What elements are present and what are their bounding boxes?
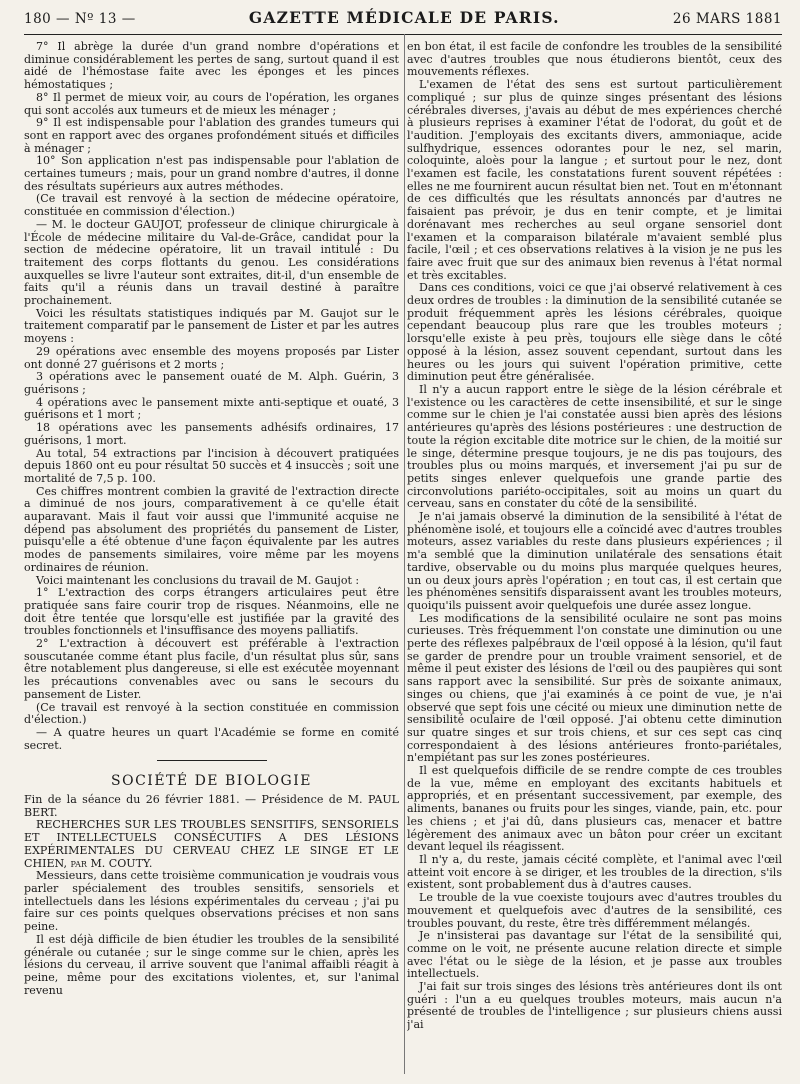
paragraph: 2° L'extraction à découvert est préférable à l'extraction souscutanée comme étant plus facile, d'un résultat plus sûr, sans être notablement plus dangereuse, si elle est exécutée moyennant les précautions convenables avec ou sans le secours du pansement de Lister. bbox=[24, 637, 399, 701]
section-title: SOCIÉTÉ DE BIOLOGIE bbox=[111, 773, 312, 790]
paragraph: Il n'y a aucun rapport entre le siège de la lésion cérébrale et l'existence ou les caractères de cette insensibilité, et sur le singe comme sur le chien je l'ai constatée aussi bien après des lésions antérieures qu'après des lésions postérieures : une destruction de toute la région excitable dite motrice sur le chien, de la moitié sur le singe, détermine presque toujours, je ne dis pas toujours, des troubles plus ou moins marqués, et inversement j'ai pu sur de petits singes enlever quelquefois une grande partie des circonvolutions pariéto-occipitales, soit au moins un quart du cerveau, sans en constater du côté de la sensibilité. bbox=[407, 382, 782, 511]
paragraph: Messieurs, dans cette troisième communication je voudrais vous parler spécialement des troubles sensitifs, sensoriels et intellectuels dans les lésions expérimentales du cerveau ; j'ai pu faire sur ces points quelques observations précises et non sans peine. bbox=[24, 869, 399, 934]
paragraph: Il n'y a, du reste, jamais cécité complète, et l'animal avec l'œil atteint voit encore à se diriger, et les troubles de la direction, s'ils existent, sont probablement dus à d'autres causes. bbox=[407, 853, 782, 892]
paragraph: 7° Il abrège la durée d'un grand nombre d'opérations et diminue considérablement les pertes de sang, surtout quand il est aidé de l'hémostase faite avec les éponges et les pinces hémostatiques ; bbox=[24, 41, 399, 92]
paragraph: (Ce travail est renvoyé à la section constituée en commission d'élection.) bbox=[24, 700, 399, 727]
paragraph: 8° Il permet de mieux voir, au cours de l'opération, les organes qui sont accolés aux tumeurs et de mieux les ménager ; bbox=[24, 90, 399, 117]
paragraph: Ces chiffres montrent combien la gravité de l'extraction directe a diminué de nos jours, comparativement à ce qu'elle était auparavant. Mais il faut voir aussi que l'immunité acquise ne dépend pas absolument des propriétés du pansement de Lister, puisqu'elle a été obtenue d'une façon équivalente par les autres modes de pansements similaires, voire même par les moyens ordinaires de réunion. bbox=[24, 484, 399, 574]
paragraph: en bon état, il est facile de confondre les troubles de la sensibilité avec d'autres troubles que nous étudierons bientôt, ceux des mouvements réflexes. bbox=[407, 41, 782, 79]
paragraph: J'ai fait sur trois singes des lésions très antérieures dont ils ont guéri : l'un a eu quelques troubles moteurs, mais aucun n'a présenté de troubles de l'intelligence ; sur plusieurs chiens aussi j'ai bbox=[407, 980, 782, 1032]
paragraph: 10° Son application n'est pas indispensable pour l'ablation de certaines tumeurs ; mais, pour un grand nombre d'autres, il donne des résultats supérieurs aux autres méthodes. bbox=[24, 154, 399, 193]
right-column bbox=[407, 41, 782, 1081]
paragraph: 9° Il est indispensable pour l'ablation des grandes tumeurs qui sont en rapport avec des organes profondément situés et difficiles à ménager ; bbox=[24, 116, 399, 155]
article-title: RECHERCHES SUR LES TROUBLES SENSITIFS, SENSORIELS ET INTELLECTUELS CONSÉCUTIFS A DES LÉSIONS EXPÉRIMENTALES DU CERVEAU CHEZ LE SINGE ET LE CHIEN, par M. COUTY. bbox=[24, 818, 399, 870]
paragraph: — M. le docteur GAUJOT, professeur de clinique chirurgicale à l'École de médecine militaire du Val-de-Grâce, candidat pour la section de médecine opératoire, lit un travail intitulé : Du traitement des corps flottants du genou. Les considérations auxquelles se livre l'auteur sont extraites, dit-il, d'un ensemble de faits qu'il a réunis dans un travail destiné à paraître prochainement. bbox=[24, 217, 399, 308]
paragraph: Le trouble de la vue coexiste toujours avec d'autres troubles du mouvement et quelquefois avec d'autres de la sensibilité, ces troubles pouvant, du reste, être très différemment mélangés. bbox=[407, 891, 782, 930]
paragraph: Voici les résultats statistiques indiqués par M. Gaujot sur le traitement comparatif par le pansement de Lister et par les autres moyens : bbox=[24, 306, 399, 346]
page-header bbox=[24, 8, 782, 35]
section-rule bbox=[157, 760, 267, 761]
paragraph: 18 opérations avec les pansements adhésifs ordinaires, 17 guérisons, 1 mort. bbox=[24, 421, 399, 447]
paragraph: L'examen de l'état des sens est surtout particulièrement compliqué ; sur plus de quinze singes présentant des lésions cérébrales diverses, j'avais au début de mes expériences cherché à plusieurs reprises à examiner l'état de l'odorat, du goût et de l'audition. J'employais des excitants divers, ammoniaque, acide sulfhydrique, essences odorantes pour le nez, sel marin, coloquinte, aloès pour la langue ; et surtout pour le nez, dont l'examen est facile, les constatations furent souvent répétées : elles ne me fournirent aucun résultat bien net. Tout en m'étonnant de ces difficultés que les résultats annoncés par d'autres ne faisaient pas prévoir, je dus en tenir compte, et je limitai dorénavant mes recherches au seul organe sensoriel dont l'examen et la comparaison bilatérale m'avaient semblé plus facile, l'œil ; et ces observations relatives à la vision je ne pus les faire avec fruit que sur des animaux bien revenus à l'état normal et très excitables. bbox=[407, 78, 782, 282]
paragraph: Voici maintenant les conclusions du travail de M. Gaujot : bbox=[36, 573, 360, 587]
paragraph: Dans ces conditions, voici ce que j'ai observé relativement à ces deux ordres de troubles : la diminution de la sensibilité cutanée se produit fréquemment après les lésions cérébrales, quoique cependant beaucoup plus rare que les troubles moteurs ; lorsqu'elle existe à peu près, toujours elle siège dans le côté opposé à la lésion, assez souvent cependant, surtout dans les heures ou les jours qui suivent l'opération primitive, cette diminution peut être généralisée. bbox=[407, 281, 782, 384]
paragraph: (Ce travail est renvoyé à la section de médecine opératoire, constituée en commission d'élection.) bbox=[24, 192, 399, 219]
paragraph: Je n'ai jamais observé la diminution de la sensibilité à l'état de phénomène isolé, et toujours elle a coïncidé avec d'autres troubles moteurs, assez variables du reste dans plusieurs expériences ; il m'a semblé que la diminution unilatérale des sensations était tardive, observable ou du moins plus marquée quelques heures, un ou deux jours après l'opération ; en tout cas, il est certain que les phénomènes sensitifs disparaissent avant les troubles moteurs, quoiqu'ils puissent avoir quelquefois une durée assez longue. bbox=[407, 510, 782, 612]
paragraph: Il est déjà difficile de bien étudier les troubles de la sensibilité générale ou cutanée ; sur le singe comme sur le chien, après les lésions du cerveau, il arrive souvent que l'animal affaibli réagit à peine, même pour des excitations violentes, et, sur l'animal revenu bbox=[24, 932, 399, 997]
paragraph: — A quatre heures un quart l'Académie se forme en comité secret. bbox=[24, 725, 399, 752]
paragraph: Les modifications de la sensibilité oculaire ne sont pas moins curieuses. Très fréquemment l'on constate une diminution ou une perte des réflexes palpébraux de l'œil opposé à la lésion, qu'il faut se garder de prendre pour un trouble vraiment sensoriel, et de même il peut exister des lésions de l'œil ou des paupières qui sont sans rapport avec la sensibilité. Sur près de soixante animaux, singes ou chiens, que j'ai examinés à ce point de vue, je n'ai observé que sept fois une cécité ou mieux une diminution nette de sensibilité oculaire de l'œil opposé. J'ai obtenu cette diminution sur quatre singes et sur trois chiens, et sur ces sept cas cinq correspondaient à des lésions antérieures fronto-pariétales, n'empiétant pas sur les zones postérieures. bbox=[407, 611, 782, 765]
paragraph: Au total, 54 extractions par l'incision à découvert pratiquées depuis 1860 ont eu pour résultat 50 succès et 4 insuccès ; soit une mortalité de 7,5 p. 100. bbox=[24, 446, 399, 485]
journal-title: GAZETTE MÉDICALE DE PARIS. bbox=[248, 8, 560, 27]
column-divider bbox=[404, 34, 405, 1074]
paragraph: 4 opérations avec le pansement mixte anti-septique et ouaté, 3 guérisons et 1 mort ; bbox=[24, 395, 399, 422]
page-number: 180 — Nº 13 — bbox=[24, 11, 136, 27]
paragraph: 3 opérations avec le pansement ouaté de M. Alph. Guérin, 3 guérisons ; bbox=[24, 370, 399, 396]
paragraph: Il est quelquefois difficile de se rendre compte de ces troubles de la vue, même en employant des excitants habituels et appropriés, et en présentant successivement, par exemple, des aliments, bananes ou fruits pour les singes, viande, pain, etc. pour les chiens ; et j'ai dû, dans plusieurs cas, menacer et battre légèrement des animaux avec un bâton pour créer un excitant devant lequel ils réagissent. bbox=[407, 764, 782, 854]
paragraph: 1° L'extraction des corps étrangers articulaires peut être pratiquée sans faire courir trop de risques. Néanmoins, elle ne doit être tentée que lorsqu'elle est justifiée par la gravité des troubles fonctionnels et l'insuffisance des moyens palliatifs. bbox=[24, 586, 399, 638]
paragraph: 29 opérations avec ensemble des moyens proposés par Lister ont donné 27 guérisons et 2 morts ; bbox=[24, 344, 399, 371]
left-column bbox=[24, 41, 399, 1081]
seance-line: Fin de la séance du 26 février 1881. — Présidence de M. PAUL BERT. bbox=[24, 793, 399, 819]
issue-date: 26 MARS 1881 bbox=[672, 11, 782, 27]
paragraph: Je n'insisterai pas davantage sur l'état de la sensibilité qui, comme on le voit, ne présente aucune relation directe et simple avec l'état ou le siège de la lésion, et je passe aux troubles intellectuels. bbox=[407, 929, 782, 981]
columns bbox=[24, 41, 782, 1081]
